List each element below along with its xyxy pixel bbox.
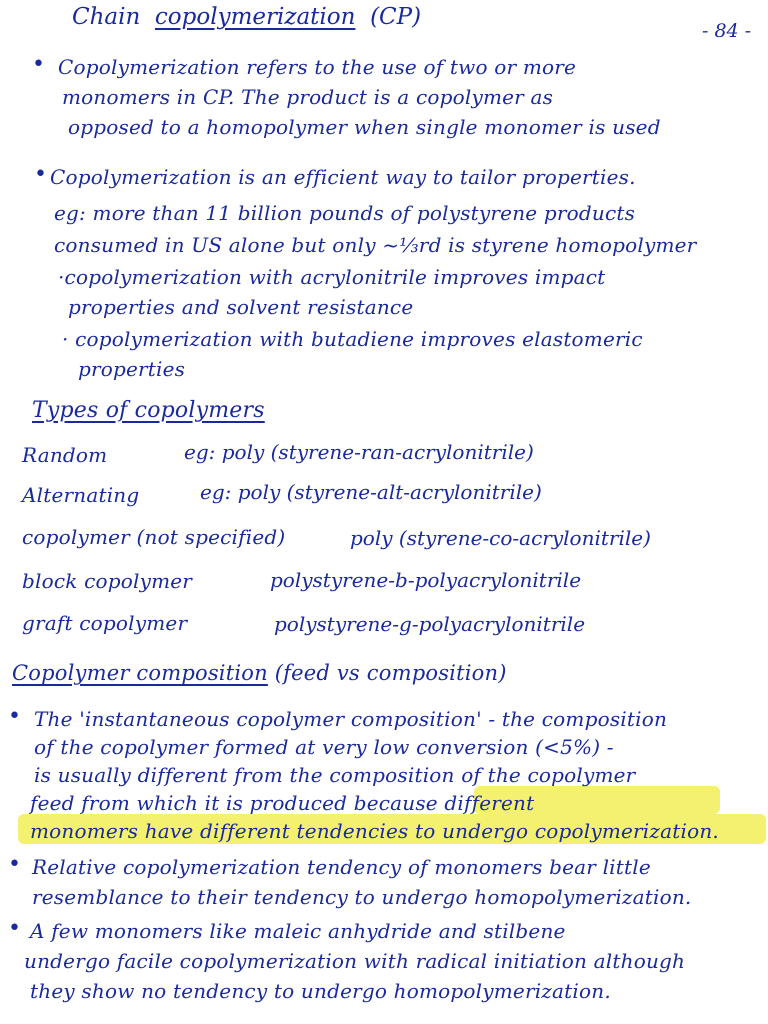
text-line: eg: more than 11 billion pounds of polystyrene products [54,201,636,225]
type-example: eg: poly (styrene-alt-acrylonitrile) [200,480,542,504]
page-title [72,4,421,30]
text-line: Copolymerization is an efficient way to tailor properties. [50,165,636,189]
types-heading: Types of copolymers [32,398,265,423]
title-cp: (CP) [370,4,422,30]
text-line: · copolymerization with butadiene improves elastomeric [62,327,643,351]
composition-heading-underlined: Copolymer composition [12,661,268,685]
text-line: Copolymerization refers to the use of two or more [58,55,577,79]
text-segment: feed from which it is produced [30,791,354,815]
type-name: copolymer (not specified) [22,525,286,549]
bullet-dot: • [32,52,45,77]
text-line: consumed in US alone but only ~⅓rd is styrene homopolymer [54,233,697,257]
composition-heading-rest: (feed vs composition) [267,661,507,685]
type-name: block copolymer [22,569,193,593]
bullet-dot: • [8,852,21,877]
bullet-dot: • [8,916,21,941]
type-example: eg: poly (styrene-ran-acrylonitrile) [184,440,534,464]
bullet-dot: • [34,162,47,187]
highlighted-text: monomers have different tendencies to undergo copolymerization. [30,819,719,843]
type-example: polystyrene-g-polyacrylonitrile [274,612,586,636]
text-line: The 'instantaneous copolymer composition' - the composition [34,707,668,731]
text-line: of the copolymer formed at very low conversion (<5%) - [34,735,614,759]
type-example: polystyrene-b-polyacrylonitrile [270,568,582,592]
bullet-dot: • [8,704,21,729]
text-line: they show no tendency to undergo homopolymerization. [30,979,611,1003]
text-line: opposed to a homopolymer when single monomer is used [68,115,661,139]
text-line: monomers in CP. The product is a copolymer as [62,85,554,109]
text-line: is usually different from the composition of the copolymer [34,763,636,787]
text-line: undergo facile copolymerization with radical initiation although [24,949,686,973]
text-line: A few monomers like maleic anhydride and stilbene [30,919,566,943]
text-line [30,790,534,816]
text-line: resemblance to their tendency to undergo homopolymerization. [32,885,692,909]
page-number: - 84 - [702,20,752,42]
text-line: ·copolymerization with acrylonitrile improves impact [58,265,606,289]
type-name: Random [22,443,108,467]
type-example: poly (styrene-co-acrylonitrile) [350,526,651,550]
text-line: properties and solvent resistance [68,295,414,319]
composition-heading [12,660,507,686]
type-name: graft copolymer [22,611,188,635]
type-name: Alternating [22,483,140,507]
title-chain: Chain [72,4,141,30]
text-line: Relative copolymerization tendency of monomers bear little [32,855,651,879]
title-copolymerization: copolymerization [154,4,356,30]
highlighted-text: because different [353,791,535,815]
text-line: properties [78,357,186,381]
